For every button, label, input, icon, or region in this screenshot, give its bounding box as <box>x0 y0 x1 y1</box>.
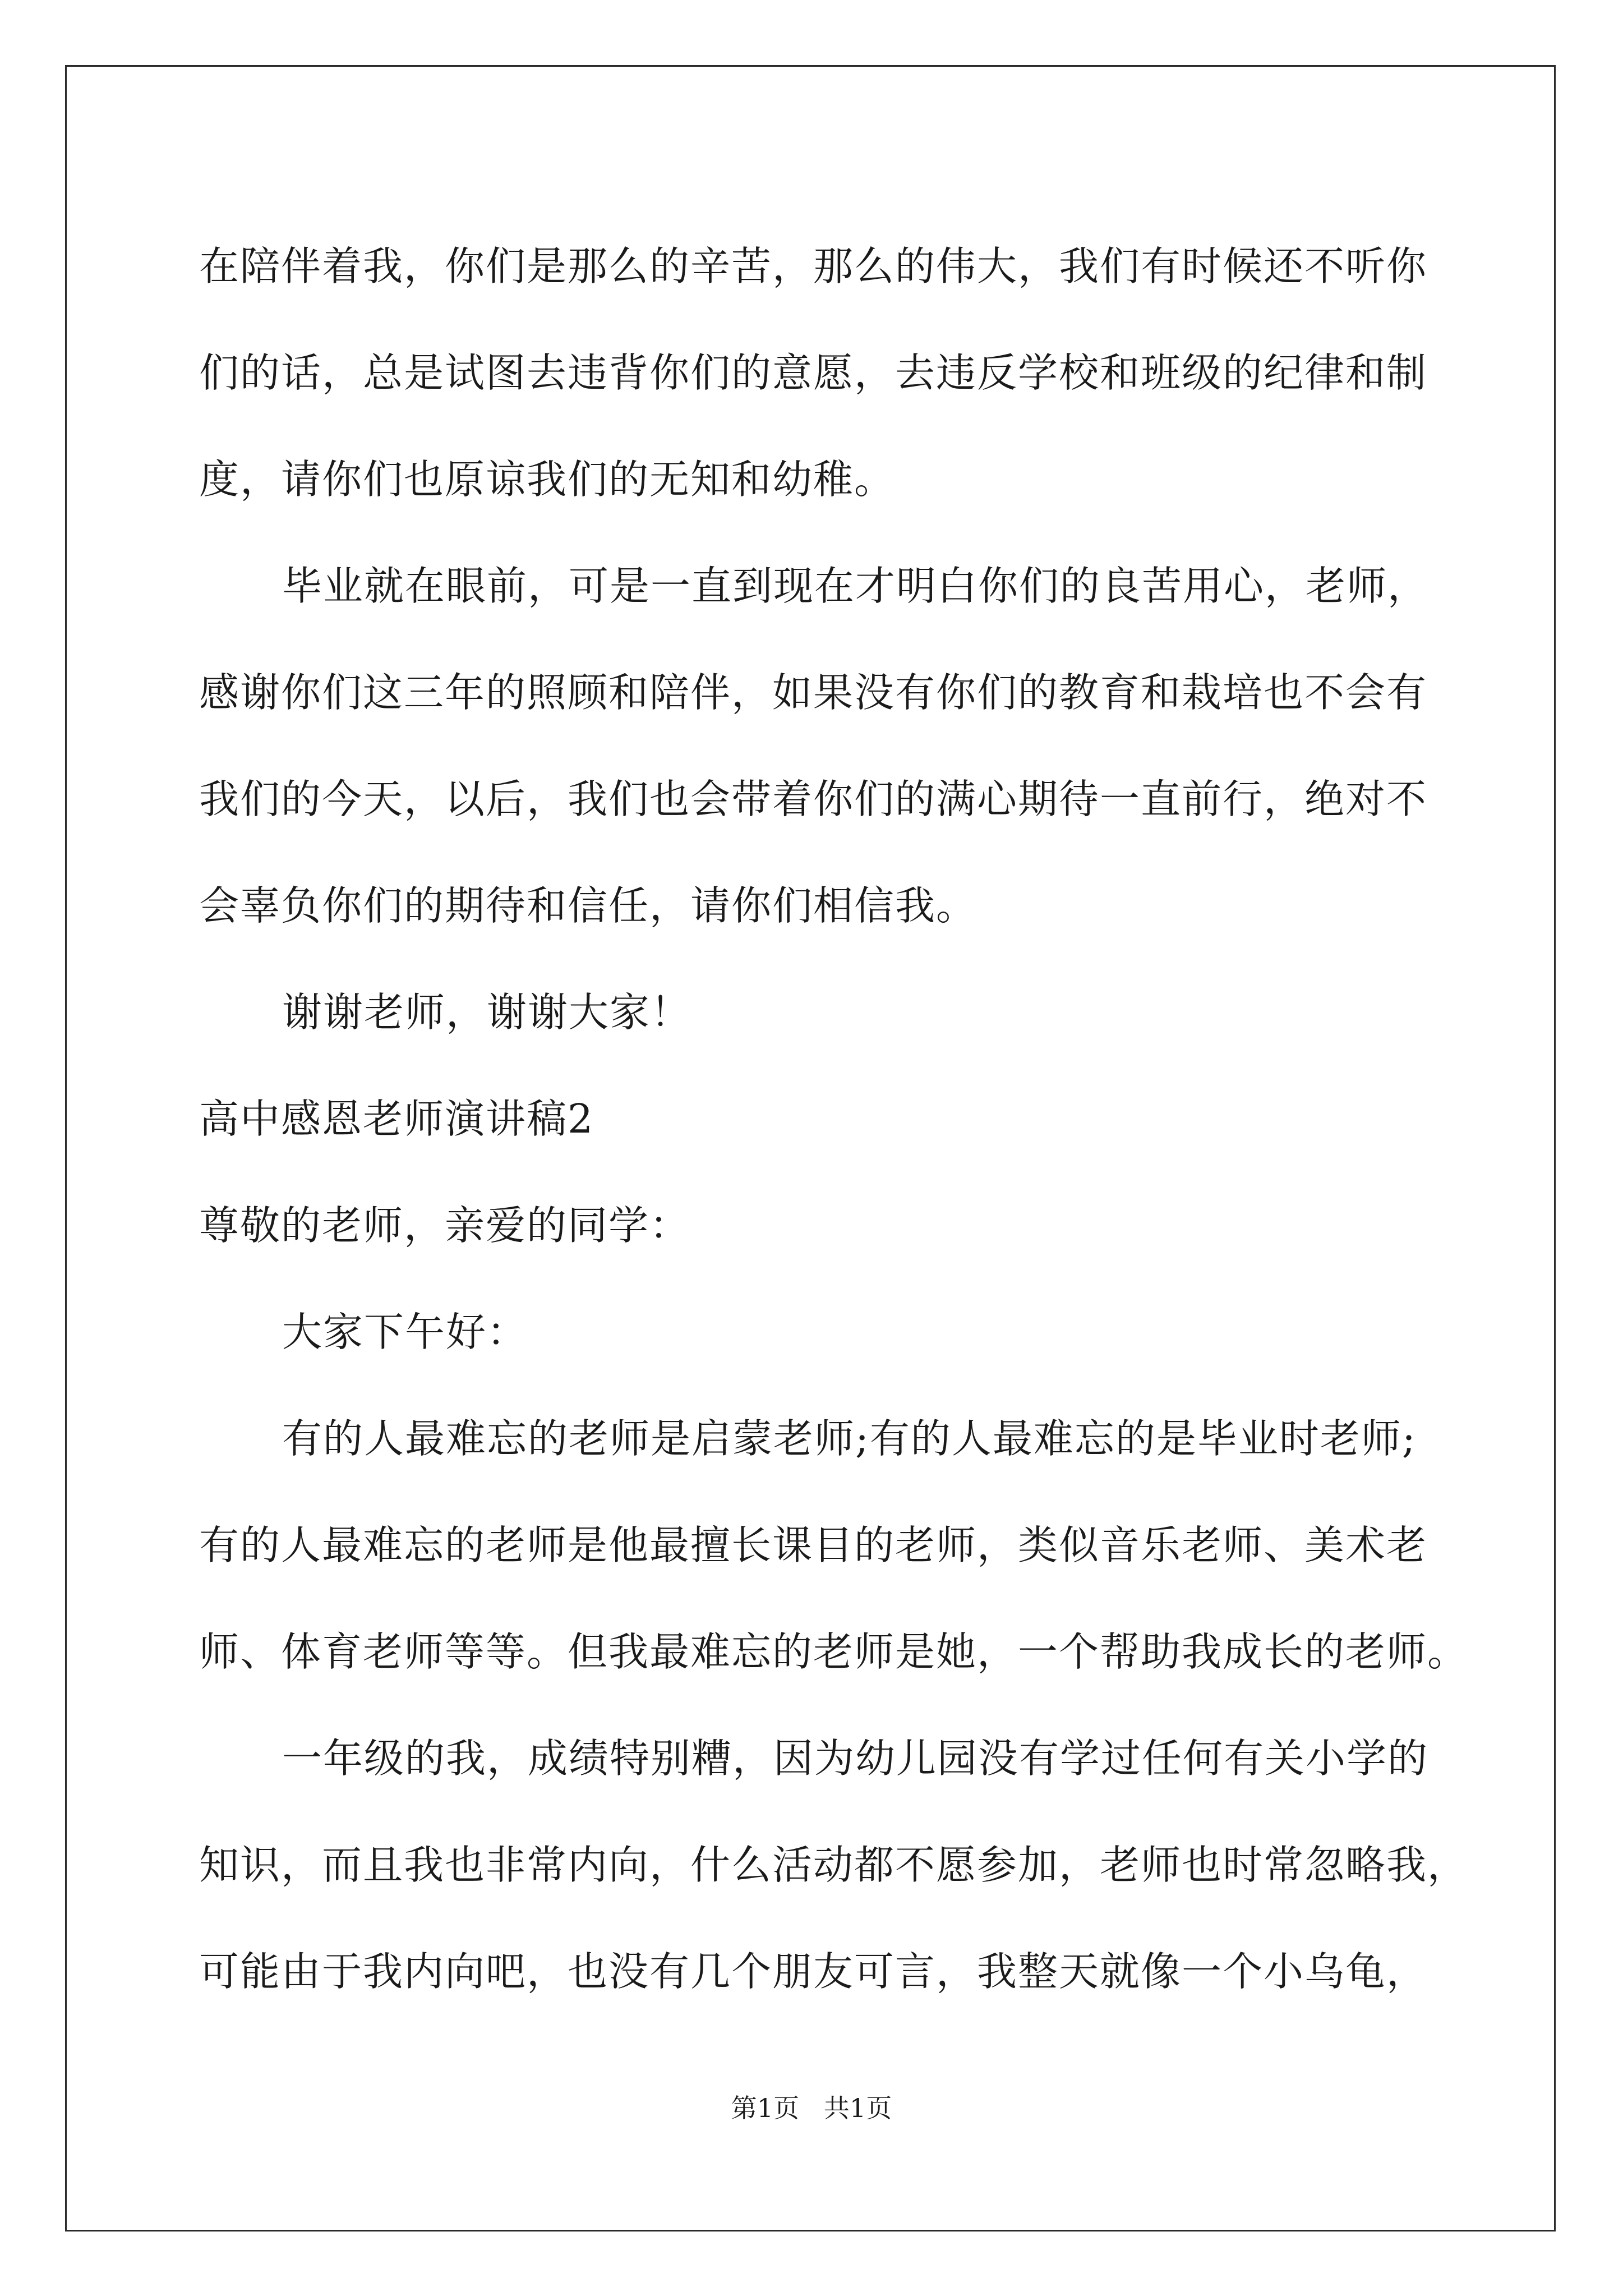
section-heading: 高中感恩老师演讲稿2 <box>199 1096 594 1142</box>
text-line: 谢谢老师，谢谢大家！ <box>282 989 692 1036</box>
text-line: 在陪伴着我，你们是那么的辛苦，那么的伟大，我们有时候还不听你 <box>199 243 1428 289</box>
text-line: 我们的今天，以后，我们也会带着你们的满心期待一直前行，绝对不 <box>199 776 1428 822</box>
text-line: 知识，而且我也非常内向，什么活动都不愿参加，老师也时常忽略我， <box>199 1842 1469 1888</box>
text-line: 感谢你们这三年的照顾和陪伴，如果没有你们的教育和栽培也不会有 <box>199 669 1428 716</box>
text-line: 有的人最难忘的老师是他最擅长课目的老师，类似音乐老师、美术老 <box>199 1522 1428 1568</box>
salutation: 尊敬的老师，亲爱的同学： <box>199 1202 691 1249</box>
text-line: 师、体育老师等等。但我最难忘的老师是她，一个帮助我成长的老师。 <box>199 1628 1469 1675</box>
text-line: 可能由于我内向吧，也没有几个朋友可言，我整天就像一个小乌龟， <box>199 1948 1428 1995</box>
greeting: 大家下午好： <box>282 1309 528 1355</box>
text-line: 会辜负你们的期待和信任，请你们相信我。 <box>199 882 978 929</box>
text-line: 度，请你们也原谅我们的无知和幼稚。 <box>199 456 896 503</box>
document-body <box>199 213 1469 2025</box>
page-number-footer: 第1页 共1页 <box>731 2093 892 2123</box>
text-line: 有的人最难忘的老师是启蒙老师;有的人最难忘的是毕业时老师; <box>282 1415 1417 1462</box>
text-line: 们的话，总是试图去违背你们的意愿，去违反学校和班级的纪律和制 <box>199 349 1428 396</box>
text-line: 一年级的我，成绩特别糟，因为幼儿园没有学过任何有关小学的 <box>282 1735 1429 1782</box>
text-line: 毕业就在眼前，可是一直到现在才明白你们的良苦用心，老师， <box>282 563 1429 609</box>
